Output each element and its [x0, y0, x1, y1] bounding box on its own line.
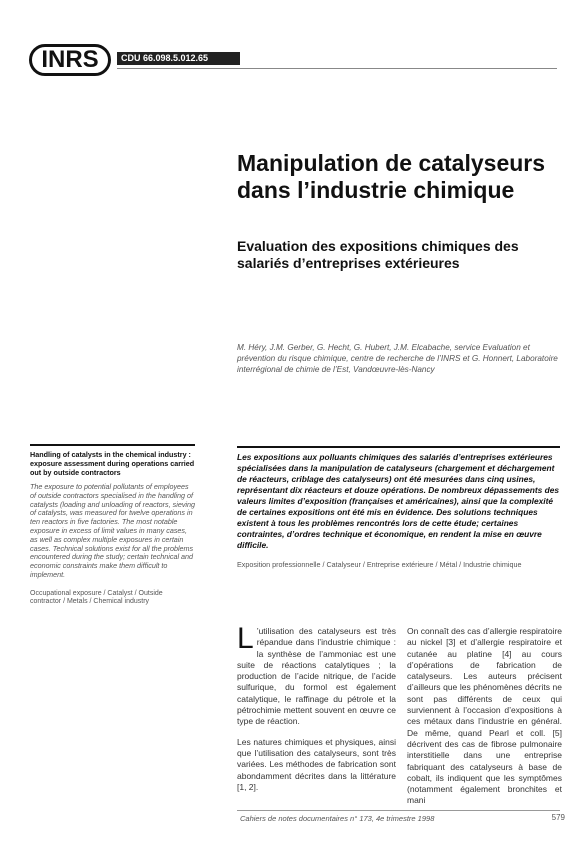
english-abstract: [30, 444, 195, 607]
authors: M. Héry, J.M. Gerber, G. Hecht, G. Hubert, J.M. Elcabache, service Evaluation et prévention du risque chimique, centre de recherche de l’INRS et G. Honnert, Laboratoire interrégional de chimie de l’Est, Vandœuvre-lès-Nancy: [237, 343, 558, 375]
body-column-right: [407, 626, 562, 816]
french-keywords: Exposition professionnelle / Catalyseur / Entreprise extérieure / Métal / Industrie chimique: [237, 560, 522, 569]
body-column-left: [237, 622, 396, 802]
header-rule: [117, 68, 557, 69]
article-title: Manipulation de catalyseurs dans l’industrie chimique: [237, 150, 546, 203]
footer-journal: Cahiers de notes documentaires n° 173, 4e trimestre 1998: [240, 814, 435, 823]
french-abstract: [237, 446, 560, 569]
drop-cap: L: [237, 622, 254, 655]
article-subtitle: Evaluation des expositions chimiques des salariés d’entreprises extérieures: [237, 238, 519, 271]
page-number: 579: [551, 813, 565, 822]
footer-rule: [237, 810, 560, 811]
french-abstract-body: Les expositions aux polluants chimiques des salariés d’entreprises extérieures spécialisées dans la manipulation de catalyseurs (chargement et déchargement de réacteurs, criblage des catalyseurs) ont été mesurées dans cinq usines, représentant dix réacteurs et douze opérations. De nombreux dépassements des valeurs limites d’exposition (françaises et américaines), ainsi que la complexité de certaines expositions ont été mis en évidence. Des solutions techniques existent à tous les problèmes rencontrés lors de cette étude; certaines contraintes, d’ordres technique et économique, en rendent la mise en œuvre difficile.: [237, 452, 560, 550]
body-paragraph-text: ’utilisation des catalyseurs est très répandue dans l’industrie chimique : la synthèse de l’ammoniac est une suite de réactions catalytiques ; la production de l’acide nitrique, de l’acide sulfurique, du formol est également catalytique, le raffinage du pétrole et la pétrochimie mettent souvent en œuvre ce type de réaction.: [237, 626, 396, 727]
body-paragraph: On connaît des cas d’allergie respiratoire au nickel [3] et d’allergie respiratoire et cutanée au platine [4] au cours d’opérations de fabrication de catalyseurs. Les auteurs précisent d’ailleurs que les phénomènes décrits ne sont pas différents de ceux qui surviennent à l’occasion d’expositions à ces métaux dans l’industrie en général. De même, quand Pearl et coll. [5] décrivent des cas de fibrose pulmonaire interstitielle dans une entreprise fabriquant des catalyseurs à base de cobalt, ils indiquent que les symptômes (notamment également bronchites et mani: [407, 626, 562, 806]
body-paragraph: Les natures chimiques et physiques, ainsi que l’utilisation des catalyseurs, sont très variées. Les méthodes de fabrication sont abondamment décrites dans la littérature [1, 2].: [237, 736, 396, 792]
body-paragraph: [237, 622, 396, 728]
english-abstract-body: The exposure to potential pollutants of employees of outside contractors specialised in the handling of catalysts (loading and unloading of reactors, sieving of catalysts, was measured for twelve operations in ten reactors in five factories. The most notable exposure in excess of limit values in many cases, as well as complex multiple exposures in certain cases. Technical solutions exist for all the problems encountered during the study; certain technical and economic constraints make them difficult to implement.: [30, 482, 196, 579]
cdu-code: CDU 66.098.5.012.65: [117, 52, 240, 65]
english-keywords: Occupational exposure / Catalyst / Outside contractor / Metals / Chemical industry: [30, 589, 163, 606]
inrs-logo: INRS: [29, 44, 111, 76]
english-abstract-heading: Handling of catalysts in the chemical industry : exposure assessment during operations carried out by outside contractors: [30, 450, 195, 477]
